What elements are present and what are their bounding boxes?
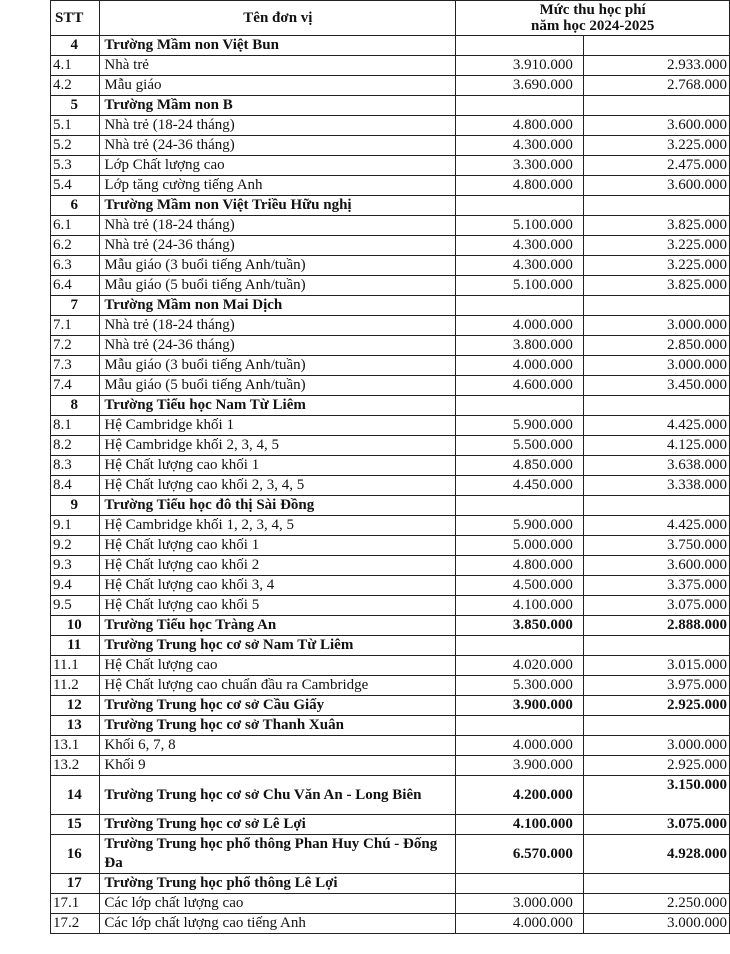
stt-cell: 15 (51, 815, 100, 835)
fee-cell: 4.000.000 (456, 316, 583, 336)
unit-name-cell: Trường Tiểu học Tràng An (100, 616, 456, 636)
fee-cell (456, 196, 583, 216)
stt-cell: 5.1 (51, 116, 100, 136)
fee-reduced-cell (583, 396, 729, 416)
table-row (51, 914, 730, 934)
table-body (51, 36, 730, 934)
fee-reduced-cell: 3.225.000 (583, 136, 729, 156)
stt-cell: 17 (51, 874, 100, 894)
unit-name-cell: Hệ Chất lượng cao (100, 656, 456, 676)
table-row (51, 316, 730, 336)
table-group-row (51, 696, 730, 716)
table-row (51, 536, 730, 556)
table-row (51, 596, 730, 616)
unit-name-cell: Trường Mầm non B (100, 96, 456, 116)
fee-cell: 3.300.000 (456, 156, 583, 176)
stt-cell: 4.2 (51, 76, 100, 96)
stt-cell: 9.1 (51, 516, 100, 536)
stt-cell: 6.3 (51, 256, 100, 276)
fee-reduced-cell: 3.600.000 (583, 176, 729, 196)
stt-cell: 13.2 (51, 756, 100, 776)
stt-cell: 5.3 (51, 156, 100, 176)
stt-cell: 8.4 (51, 476, 100, 496)
stt-cell: 7 (51, 296, 100, 316)
fee-reduced-cell: 3.075.000 (583, 815, 729, 835)
fee-reduced-cell: 3.450.000 (583, 376, 729, 396)
table-row (51, 736, 730, 756)
stt-cell: 6.1 (51, 216, 100, 236)
unit-name-cell: Trường Trung học cơ sở Chu Văn An - Long Biên (100, 776, 456, 815)
fee-cell: 3.900.000 (456, 756, 583, 776)
fee-cell (456, 296, 583, 316)
fee-cell: 4.800.000 (456, 556, 583, 576)
stt-cell: 8.1 (51, 416, 100, 436)
unit-name-cell: Trường Trung học cơ sở Nam Từ Liêm (100, 636, 456, 656)
fee-cell: 6.570.000 (456, 835, 583, 874)
fee-cell: 5.100.000 (456, 276, 583, 296)
table-row (51, 476, 730, 496)
stt-cell: 14 (51, 776, 100, 815)
fee-cell: 4.300.000 (456, 256, 583, 276)
stt-cell: 12 (51, 696, 100, 716)
unit-name-cell: Lớp tăng cường tiếng Anh (100, 176, 456, 196)
unit-name-cell: Trường Trung học phổ thông Phan Huy Chú - Đống Đa (100, 835, 456, 874)
stt-cell: 17.2 (51, 914, 100, 934)
fee-reduced-cell: 4.125.000 (583, 436, 729, 456)
fee-cell: 5.300.000 (456, 676, 583, 696)
stt-cell: 9.3 (51, 556, 100, 576)
fee-reduced-cell (583, 636, 729, 656)
fee-reduced-cell: 3.000.000 (583, 316, 729, 336)
fee-reduced-cell: 4.928.000 (583, 835, 729, 874)
unit-name-cell: Trường Trung học cơ sở Cầu Giấy (100, 696, 456, 716)
unit-name-cell: Trường Tiểu học đô thị Sài Đồng (100, 496, 456, 516)
fee-cell: 3.900.000 (456, 696, 583, 716)
stt-cell: 9 (51, 496, 100, 516)
unit-name-cell: Mẫu giáo (3 buổi tiếng Anh/tuần) (100, 356, 456, 376)
table-row (51, 456, 730, 476)
fee-reduced-cell (583, 296, 729, 316)
stt-cell: 17.1 (51, 894, 100, 914)
unit-name-cell: Trường Trung học phổ thông Lê Lợi (100, 874, 456, 894)
table-group-row (51, 36, 730, 56)
fee-reduced-cell (583, 36, 729, 56)
fee-reduced-cell (583, 96, 729, 116)
fee-reduced-cell: 4.425.000 (583, 516, 729, 536)
fee-reduced-cell: 2.933.000 (583, 56, 729, 76)
stt-cell: 6.2 (51, 236, 100, 256)
fee-cell (456, 396, 583, 416)
unit-name-cell: Hệ Chất lượng cao khối 1 (100, 456, 456, 476)
fee-cell (456, 716, 583, 736)
unit-name-cell: Các lớp chất lượng cao tiếng Anh (100, 914, 456, 934)
unit-name-cell: Trường Mầm non Việt Bun (100, 36, 456, 56)
fee-cell: 5.900.000 (456, 516, 583, 536)
table-group-row (51, 296, 730, 316)
table-row (51, 576, 730, 596)
unit-name-cell: Mẫu giáo (100, 76, 456, 96)
table-group-row (51, 716, 730, 736)
table-group-row (51, 616, 730, 636)
fee-reduced-cell: 3.600.000 (583, 556, 729, 576)
unit-name-cell: Lớp Chất lượng cao (100, 156, 456, 176)
fee-reduced-cell: 3.375.000 (583, 576, 729, 596)
stt-cell: 10 (51, 616, 100, 636)
fee-cell: 3.910.000 (456, 56, 583, 76)
unit-name-cell: Hệ Cambridge khối 2, 3, 4, 5 (100, 436, 456, 456)
unit-name-cell: Hệ Chất lượng cao khối 2, 3, 4, 5 (100, 476, 456, 496)
stt-cell: 8.2 (51, 436, 100, 456)
fee-cell: 4.450.000 (456, 476, 583, 496)
stt-cell: 5 (51, 96, 100, 116)
fee-cell: 5.900.000 (456, 416, 583, 436)
fee-cell: 4.000.000 (456, 914, 583, 934)
fee-reduced-cell: 3.015.000 (583, 656, 729, 676)
stt-cell: 11.2 (51, 676, 100, 696)
fee-reduced-cell: 3.000.000 (583, 736, 729, 756)
fee-reduced-cell: 3.000.000 (583, 914, 729, 934)
stt-cell: 7.3 (51, 356, 100, 376)
fee-cell (456, 36, 583, 56)
table-row (51, 336, 730, 356)
fee-cell (456, 874, 583, 894)
fee-cell: 4.300.000 (456, 136, 583, 156)
table-row (51, 516, 730, 536)
stt-cell: 7.2 (51, 336, 100, 356)
unit-name-cell: Nhà trẻ (24-36 tháng) (100, 336, 456, 356)
table-group-row (51, 874, 730, 894)
table-row (51, 376, 730, 396)
fee-reduced-cell: 3.825.000 (583, 276, 729, 296)
fee-reduced-cell: 2.250.000 (583, 894, 729, 914)
fee-cell (456, 636, 583, 656)
table-row (51, 656, 730, 676)
fee-reduced-cell (583, 716, 729, 736)
table-group-row (51, 776, 730, 815)
unit-name-cell: Hệ Chất lượng cao khối 1 (100, 536, 456, 556)
stt-cell: 13 (51, 716, 100, 736)
table-row (51, 356, 730, 376)
header-unit-name: Tên đơn vị (100, 1, 456, 36)
table-row (51, 756, 730, 776)
stt-cell: 9.5 (51, 596, 100, 616)
unit-name-cell: Hệ Chất lượng cao khối 2 (100, 556, 456, 576)
fee-reduced-cell: 3.975.000 (583, 676, 729, 696)
unit-name-cell: Hệ Chất lượng cao khối 3, 4 (100, 576, 456, 596)
fee-cell: 4.200.000 (456, 776, 583, 815)
fee-cell: 4.000.000 (456, 736, 583, 756)
stt-cell: 11.1 (51, 656, 100, 676)
unit-name-cell: Mẫu giáo (5 buổi tiếng Anh/tuần) (100, 376, 456, 396)
unit-name-cell: Khối 6, 7, 8 (100, 736, 456, 756)
fee-reduced-cell: 3.225.000 (583, 236, 729, 256)
tuition-fee-table (50, 0, 730, 934)
stt-cell: 16 (51, 835, 100, 874)
stt-cell: 4 (51, 36, 100, 56)
fee-cell: 5.000.000 (456, 536, 583, 556)
table-row (51, 216, 730, 236)
fee-cell: 4.800.000 (456, 116, 583, 136)
unit-name-cell: Nhà trẻ (24-36 tháng) (100, 136, 456, 156)
table-group-row (51, 496, 730, 516)
header-stt: STT (51, 1, 100, 36)
header-fee-line1: Mức thu học phí (539, 2, 646, 18)
table-row (51, 894, 730, 914)
fee-reduced-cell: 2.768.000 (583, 76, 729, 96)
table-row (51, 76, 730, 96)
unit-name-cell: Nhà trẻ (18-24 tháng) (100, 316, 456, 336)
table-group-row (51, 396, 730, 416)
table-group-row (51, 196, 730, 216)
fee-reduced-cell (583, 496, 729, 516)
fee-reduced-cell: 3.150.000 (583, 776, 729, 815)
table-group-row (51, 835, 730, 874)
unit-name-cell: Mẫu giáo (3 buổi tiếng Anh/tuần) (100, 256, 456, 276)
fee-cell: 4.100.000 (456, 596, 583, 616)
unit-name-cell: Trường Trung học cơ sở Lê Lợi (100, 815, 456, 835)
stt-cell: 13.1 (51, 736, 100, 756)
fee-reduced-cell: 3.338.000 (583, 476, 729, 496)
fee-reduced-cell: 3.225.000 (583, 256, 729, 276)
unit-name-cell: Nhà trẻ (24-36 tháng) (100, 236, 456, 256)
fee-reduced-cell (583, 196, 729, 216)
fee-reduced-cell: 2.925.000 (583, 756, 729, 776)
table-row (51, 176, 730, 196)
stt-cell: 9.2 (51, 536, 100, 556)
stt-cell: 8.3 (51, 456, 100, 476)
fee-reduced-cell: 2.888.000 (583, 616, 729, 636)
table-group-row (51, 636, 730, 656)
fee-cell: 4.300.000 (456, 236, 583, 256)
unit-name-cell: Hệ Cambridge khối 1 (100, 416, 456, 436)
stt-cell: 7.4 (51, 376, 100, 396)
stt-cell: 6.4 (51, 276, 100, 296)
fee-reduced-cell: 3.075.000 (583, 596, 729, 616)
table-row (51, 436, 730, 456)
unit-name-cell: Hệ Chất lượng cao chuẩn đầu ra Cambridge (100, 676, 456, 696)
fee-reduced-cell: 2.925.000 (583, 696, 729, 716)
fee-cell: 5.500.000 (456, 436, 583, 456)
fee-cell: 3.850.000 (456, 616, 583, 636)
header-fee (456, 1, 730, 36)
fee-reduced-cell: 2.475.000 (583, 156, 729, 176)
unit-name-cell: Nhà trẻ (18-24 tháng) (100, 116, 456, 136)
fee-cell: 4.800.000 (456, 176, 583, 196)
fee-reduced-cell: 3.638.000 (583, 456, 729, 476)
stt-cell: 7.1 (51, 316, 100, 336)
fee-cell (456, 496, 583, 516)
unit-name-cell: Trường Tiểu học Nam Từ Liêm (100, 396, 456, 416)
table-header-row (51, 1, 730, 36)
table-row (51, 236, 730, 256)
header-fee-line2: năm học 2024-2025 (531, 18, 655, 34)
fee-cell (456, 96, 583, 116)
table-row (51, 676, 730, 696)
fee-cell: 4.600.000 (456, 376, 583, 396)
fee-reduced-cell: 3.750.000 (583, 536, 729, 556)
stt-cell: 11 (51, 636, 100, 656)
table-row (51, 156, 730, 176)
table-row (51, 136, 730, 156)
table-group-row (51, 815, 730, 835)
fee-reduced-cell: 3.825.000 (583, 216, 729, 236)
unit-name-cell: Trường Mầm non Việt Triều Hữu nghị (100, 196, 456, 216)
fee-reduced-cell: 4.425.000 (583, 416, 729, 436)
table-row (51, 556, 730, 576)
unit-name-cell: Nhà trẻ (100, 56, 456, 76)
unit-name-cell: Hệ Cambridge khối 1, 2, 3, 4, 5 (100, 516, 456, 536)
fee-reduced-cell: 2.850.000 (583, 336, 729, 356)
unit-name-cell: Trường Mầm non Mai Dịch (100, 296, 456, 316)
fee-cell: 4.500.000 (456, 576, 583, 596)
stt-cell: 5.2 (51, 136, 100, 156)
unit-name-cell: Trường Trung học cơ sở Thanh Xuân (100, 716, 456, 736)
fee-cell: 3.800.000 (456, 336, 583, 356)
table-group-row (51, 96, 730, 116)
table-row (51, 256, 730, 276)
fee-cell: 3.690.000 (456, 76, 583, 96)
fee-cell: 4.100.000 (456, 815, 583, 835)
fee-reduced-cell (583, 874, 729, 894)
stt-cell: 8 (51, 396, 100, 416)
stt-cell: 5.4 (51, 176, 100, 196)
unit-name-cell: Các lớp chất lượng cao (100, 894, 456, 914)
fee-cell: 4.020.000 (456, 656, 583, 676)
fee-reduced-cell: 3.000.000 (583, 356, 729, 376)
fee-cell: 4.850.000 (456, 456, 583, 476)
table-row (51, 416, 730, 436)
table-row (51, 276, 730, 296)
unit-name-cell: Khối 9 (100, 756, 456, 776)
fee-cell: 3.000.000 (456, 894, 583, 914)
stt-cell: 6 (51, 196, 100, 216)
unit-name-cell: Mẫu giáo (5 buổi tiếng Anh/tuần) (100, 276, 456, 296)
unit-name-cell: Nhà trẻ (18-24 tháng) (100, 216, 456, 236)
unit-name-cell: Hệ Chất lượng cao khối 5 (100, 596, 456, 616)
stt-cell: 9.4 (51, 576, 100, 596)
stt-cell: 4.1 (51, 56, 100, 76)
fee-cell: 5.100.000 (456, 216, 583, 236)
table-row (51, 56, 730, 76)
table-row (51, 116, 730, 136)
fee-reduced-cell: 3.600.000 (583, 116, 729, 136)
fee-cell: 4.000.000 (456, 356, 583, 376)
